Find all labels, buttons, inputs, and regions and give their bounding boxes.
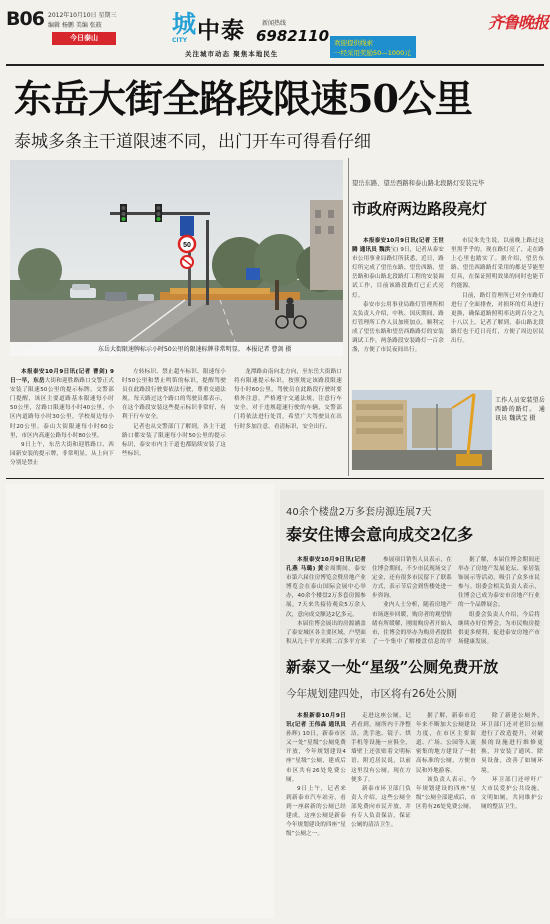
article-paragraph: 本报泰安10月9日讯(记者 孔燕 马璐) 黄金周期间，泰安市第六届住房博览会暨房地产业博览会在泰山国际会展中心举办，40余个楼盘2万多套房源参展，7天来共接待观众5万余人次，意向成交额达2亿多元。 — [286, 557, 366, 618]
article-paragraph: 环卫部门还呼吁广大市民爱护公共设施，文明如厕，共同维护公厕的整洁卫生。 — [481, 776, 543, 810]
lead-headline: 东岳大街全路段限速50公里 — [14, 76, 472, 121]
expo-headline: 泰安住博会意向成交2亿多 — [286, 525, 474, 544]
lights-photo-caption: 工作人员安装望岳西路的路灯。 通讯员 魏洪宝 摄 — [495, 397, 545, 422]
lead-column-1 — [10, 368, 114, 470]
newspaper-logo: 齐鲁晚报 — [488, 13, 549, 32]
toilet-column-3 — [416, 712, 476, 918]
reward-line-1: 欢迎提供线索 — [334, 39, 373, 47]
article-paragraph: 业内人士分析，随着房地产市场逐步回暖，购房者的观望情绪有所缓解，刚需购房者开始入市，住博会的举办为购房者提供了一个集中了解楼盘信息的平 — [372, 602, 452, 644]
article-paragraph: 本届住博会展出的房源涵盖了泰安城区各主要区域，户型面积从几十平方米到二百多平方米 — [286, 620, 366, 644]
hotline-number: 6982110 — [256, 27, 330, 45]
article-paragraph: 左转标识、禁止超车标识、限速每小时50公里和禁止鸣笛的标识，提醒驾驶员在此路段行驶要依法行驶，尊重交通法规。每天路过这个路口的驾驶员都表示，在这个路段安装这些提示标识非常好，有利于行车安全。 — [122, 369, 226, 421]
lead-column-2 — [122, 368, 226, 470]
article-paragraph: 据了解，本届住博会期间还举办了房地产发展论坛、家居装饰展示等活动，吸引了众多市民参与。组委会相关负责人表示，住博会已成为泰安市房地产行业的一个品牌展会。 — [458, 557, 540, 609]
reward-line-2: 一经采用奖励50—1000元 — [334, 49, 411, 57]
article-paragraph: 本报新泰10月9日讯(记者 王伟森 通讯员 孙辉) 10日，新泰市区又一处“星级”公厕免费开放，今年规划建设4座“星级”公厕，建成后市区共有26处免费公厕。 — [286, 713, 346, 783]
article-paragraph: 除了新建公厕外，环卫部门还对老旧公厕进行了改造提升，对破损的设施进行维修更换，并安装了通风、除臭设备，改善了如厕环境。 — [481, 713, 543, 774]
lights-column-2 — [451, 237, 544, 387]
toilet-column-4 — [481, 712, 543, 918]
lead-subhead: 泰城多条主干道限速不同，出门开车可得看仔细 — [14, 132, 371, 152]
header-rule — [6, 64, 544, 66]
page-number: B06 — [6, 8, 44, 30]
article-paragraph: 龙潭路由南向北方向，至东岳大街路口将有限速提示标识，按照规定该路段限速每小时60公里，驾驶员在此路段行驶时要格外注意，严格遵守交通法规，注意行车安全。对于违规超速行驶的车辆，交警部门将依法进行处罚，希望广大驾驶员在出行时多加注意，看清标识，安全出行。 — [234, 369, 342, 430]
article-paragraph: 市民朱先生说，以前晚上路过这里黑乎乎的，现在路灯亮了，走在路上心里也踏实了。据介绍，望岳东路、望岳西路路灯采用的都是节能型灯具，在保证照明效果的同时也能节约能源。 — [451, 238, 544, 290]
article-paragraph: 9日上午，东岳大街和迎胜路口、西园新安装的提示牌，非常明显，从上向下分别是禁止 — [10, 441, 114, 466]
city-logo-en: CITY — [172, 37, 188, 44]
streetlight-photo — [352, 390, 492, 470]
article-paragraph: 该负责人表示，今年规划建设的四座“星级”公厕全部建成后，市区将有26处免费公厕。 — [416, 776, 476, 810]
hotline-label: 新闻热线 — [262, 20, 287, 27]
article-paragraph: 据了解，新泰市近年来不断加大公厕建设力度，在市区主要街道、广场、公园等人流密集的地方建设了一批高标准的公厕，方便市民和外地游客。 — [416, 713, 476, 774]
city-logo-char: 城 — [172, 10, 196, 38]
article-paragraph: 9日上午，记者来到新泰市汽车站旁，看到一座崭新的公厕已经建成，这座公厕是新泰今年规划建设的四座“星级”公厕之一。 — [286, 785, 346, 838]
issue-date: 2012年10月10日 星期三 — [48, 12, 117, 19]
editors: 编辑 杨鹏 美编 张筱 — [48, 22, 102, 29]
expo-column-3 — [458, 556, 540, 644]
article-paragraph: 泰安市公用事业局路灯管理所相关负责人介绍，中秋、国庆期间，路灯管理所工作人员加班加点，顺利完成了望岳东路和望岳西路路灯的安装调试工作，两条路段安装路灯一百余盏，方便了市民夜间出行。 — [352, 301, 444, 354]
street-photo — [10, 160, 343, 356]
lights-headline: 市政府两边路段亮灯 — [352, 200, 488, 218]
toilet-subhead: 今年规划建四处，市区将有26处公厕 — [286, 688, 457, 700]
photo-caption: 东岳大街限速牌标示小时50公里的限速标牌非常明显。 本报记者 曹剑 摄 — [98, 346, 292, 353]
article-paragraph: 本报泰安10月9日讯(记者 王世腾 通讯员 魏洪宝) 9日，记者从泰安市公用事业局路灯所获悉，近日，路灯所完成了望岳东路、望岳西路、望岳路和泰山路北段路灯工程的安装调试工作，目前该路段路灯已正式亮灯。 — [352, 238, 444, 299]
article-paragraph: 参展项目销售人员表示，在住博会期间，不少市民现场交了定金，还有很多市民留下了联系方式，表示节后会到售楼处进一步咨询。 — [372, 557, 452, 600]
city-name: 中泰 — [197, 17, 245, 44]
speed-limit-sign: 50 — [183, 242, 191, 249]
lead-column-3 — [234, 368, 342, 470]
lights-kicker: 望岳东路、望岳西路和泰山路北段路灯安装完毕 — [352, 180, 485, 187]
toilet-column-1 — [286, 712, 346, 918]
article-paragraph: 记者也从交警部门了解到，各主干道路口都安装了限速每小时50公里的提示标识，泰安市内主干道也都陆续安装了这些标识。 — [122, 423, 226, 457]
expo-column-2 — [372, 556, 452, 644]
lights-column-1 — [352, 237, 444, 387]
article-paragraph: 组委会负责人介绍，今后将继续办好住博会，为市民购房提供更多便利，促进泰安房地产市场健康发展。 — [458, 611, 540, 644]
column-divider — [348, 158, 349, 476]
reward-box — [330, 36, 416, 58]
page-header — [0, 0, 550, 64]
slogan: 关注城市动态 聚焦本地民生 — [185, 50, 279, 58]
article-paragraph: 走进这座公厕，记者看到，厕所内干净整洁，洗手池、镜子、烘手机等设施一应俱全，墙壁上还张贴着文明标语。附近居民说，以前这里没有公厕，现在方便多了。 — [351, 713, 411, 783]
section-tag: 今日泰山 — [52, 32, 116, 45]
article-paragraph: 目前，路灯管理所已对全市路灯进行了全面排查，对损坏的灯具进行更换，确保道路照明率达到百分之九十八以上。记者了解到，泰山路北段路灯也于近日亮灯，方便了周边居民出行。 — [451, 292, 544, 345]
toilet-column-2 — [351, 712, 411, 918]
expo-kicker: 40余个楼盘2万多套房源连展7天 — [286, 507, 432, 518]
toilet-headline: 新泰又一处“星级”公厕免费开放 — [286, 658, 499, 676]
article-paragraph: 新泰市环卫部门负责人介绍，这些公厕全部免费向市民开放，并有专人负责保洁，保证公厕的清洁卫生。 — [351, 785, 411, 829]
section-rule-1 — [6, 478, 544, 479]
article-paragraph: 本报泰安10月9日讯(记者 曹剑) 9日一早，东岳大街和迎胜路路口交警正式安装了限速50公里的提示标牌，交警部门提醒，该区主要道路基本限速每小时50公里，岔路口限速每小时40公里，小区内道路每小时30公里，学校周边每小时20公里。泰山大街限速每小时60公里，市区内高速公路每小时80公里。 — [10, 369, 114, 439]
expo-column-1 — [286, 556, 366, 644]
blank-area — [6, 484, 274, 918]
